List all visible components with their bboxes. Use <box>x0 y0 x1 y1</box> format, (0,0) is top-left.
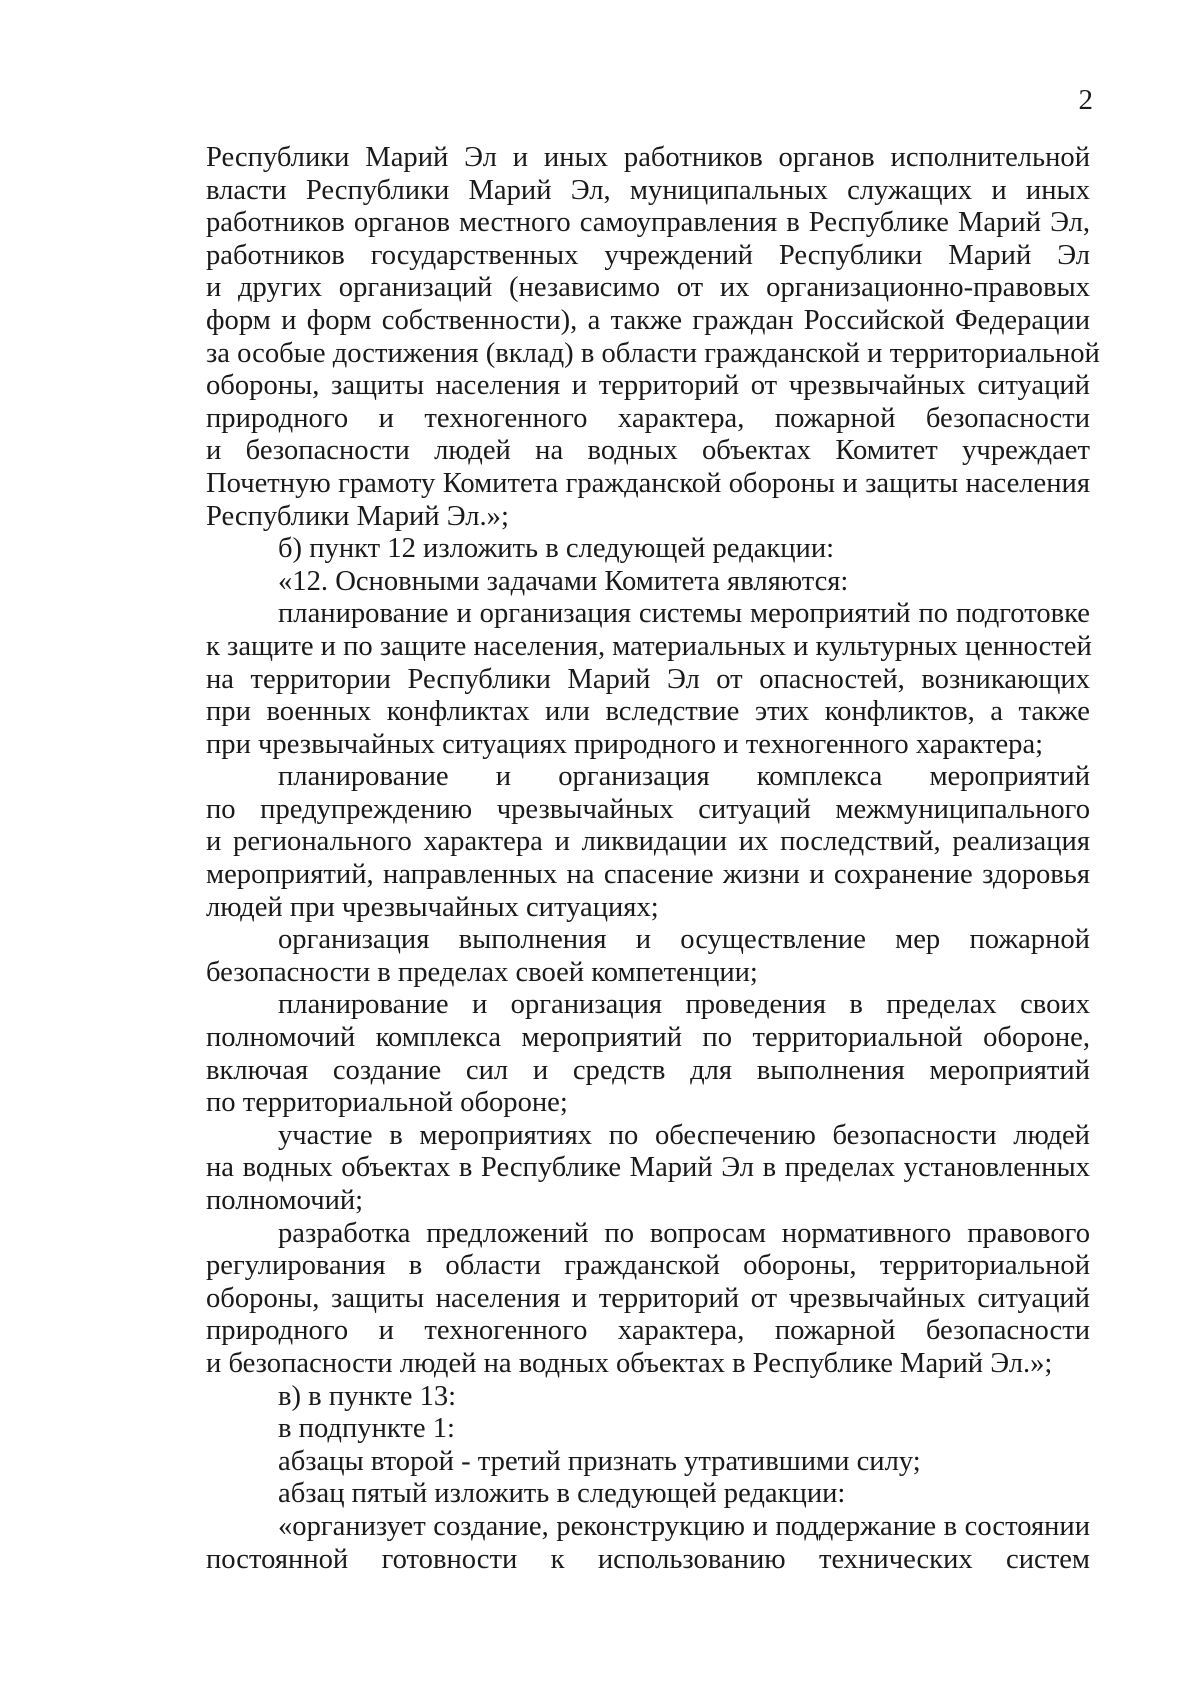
text-line: и других организаций (независимо от их организационно-правовых <box>206 272 1090 304</box>
text-line: Республики Марий Эл.»; <box>206 500 509 532</box>
text-line: «организует создание, реконструкцию и поддержание в состоянии <box>278 1510 1090 1542</box>
text-line: в) в пункте 13: <box>278 1380 457 1412</box>
text-line: «12. Основными задачами Комитета являются: <box>278 565 849 597</box>
text-line: включая создание сил и средств для выполнения мероприятий <box>206 1054 1090 1086</box>
text-line: власти Республики Марий Эл, муниципальных служащих и иных <box>206 174 1090 206</box>
text-line: абзацы второй - третий признать утратившими силу; <box>278 1445 921 1477</box>
text-line: и регионального характера и ликвидации их последствий, реализация <box>206 826 1090 858</box>
text-line: безопасности в пределах своей компетенции; <box>206 956 758 988</box>
text-line: абзац пятый изложить в следующей редакции: <box>278 1478 846 1510</box>
text-line: при чрезвычайных ситуациях природного и техногенного характера; <box>206 728 1044 760</box>
text-line: работников государственных учреждений Республики Марий Эл <box>206 239 1090 271</box>
text-line: разработка предложений по вопросам нормативного правового <box>278 1217 1090 1249</box>
text-line: на территории Республики Марий Эл от опасностей, возникающих <box>206 663 1090 695</box>
text-line: форм и форм собственности), а также граждан Российской Федерации <box>206 304 1090 336</box>
text-line: природного и техногенного характера, пожарной безопасности <box>206 1315 1090 1347</box>
text-line: природного и техногенного характера, пожарной безопасности <box>206 402 1090 434</box>
text-line: планирование и организация системы мероприятий по подготовке <box>278 598 1090 630</box>
text-line: постоянной готовности к использованию технических систем <box>206 1543 1090 1575</box>
text-line: людей при чрезвычайных ситуациях; <box>206 891 659 923</box>
text-line: обороны, защиты населения и территорий от чрезвычайных ситуаций <box>206 370 1090 402</box>
text-line: за особые достижения (вклад) в области гражданской и территориальной <box>206 337 1100 369</box>
text-line: организация выполнения и осуществление мер пожарной <box>278 924 1090 956</box>
text-line: полномочий; <box>206 1185 364 1216</box>
text-line: в подпункте 1: <box>278 1413 455 1445</box>
text-line: участие в мероприятиях по обеспечению безопасности людей <box>278 1119 1090 1151</box>
text-line: по предупреждению чрезвычайных ситуаций межмуниципального <box>206 793 1090 825</box>
body-text <box>206 142 1100 1576</box>
text-line: работников органов местного самоуправления в Республике Марий Эл, <box>206 207 1090 239</box>
page-number: 2 <box>1078 84 1093 116</box>
text-line: Почетную грамоту Комитета гражданской обороны и защиты населения <box>206 467 1090 499</box>
text-line: на водных объектах в Республике Марий Эл в пределах установленных <box>206 1152 1090 1184</box>
text-line: и безопасности людей на водных объектах в Республике Марий Эл.»; <box>206 1347 1053 1379</box>
text-line: и безопасности людей на водных объектах Комитет учреждает <box>206 435 1090 467</box>
text-line: обороны, защиты населения и территорий от чрезвычайных ситуаций <box>206 1282 1090 1314</box>
text-line: Республики Марий Эл и иных работников органов исполнительной <box>206 142 1090 173</box>
text-line: планирование и организация комплекса мероприятий <box>278 761 1090 793</box>
text-line: регулирования в области гражданской обороны, территориальной <box>206 1250 1090 1282</box>
text-line: по территориальной обороне; <box>206 1087 568 1119</box>
text-line: при военных конфликтах или вследствие этих конфликтов, а также <box>206 696 1090 728</box>
text-line: мероприятий, направленных на спасение жизни и сохранение здоровья <box>206 859 1090 891</box>
text-line: к защите и по защите населения, материальных и культурных ценностей <box>206 630 1092 662</box>
text-line: полномочий комплекса мероприятий по территориальной обороне, <box>206 1022 1090 1054</box>
text-line: планирование и организация проведения в пределах своих <box>278 989 1090 1021</box>
text-line: б) пункт 12 изложить в следующей редакции: <box>278 533 835 565</box>
